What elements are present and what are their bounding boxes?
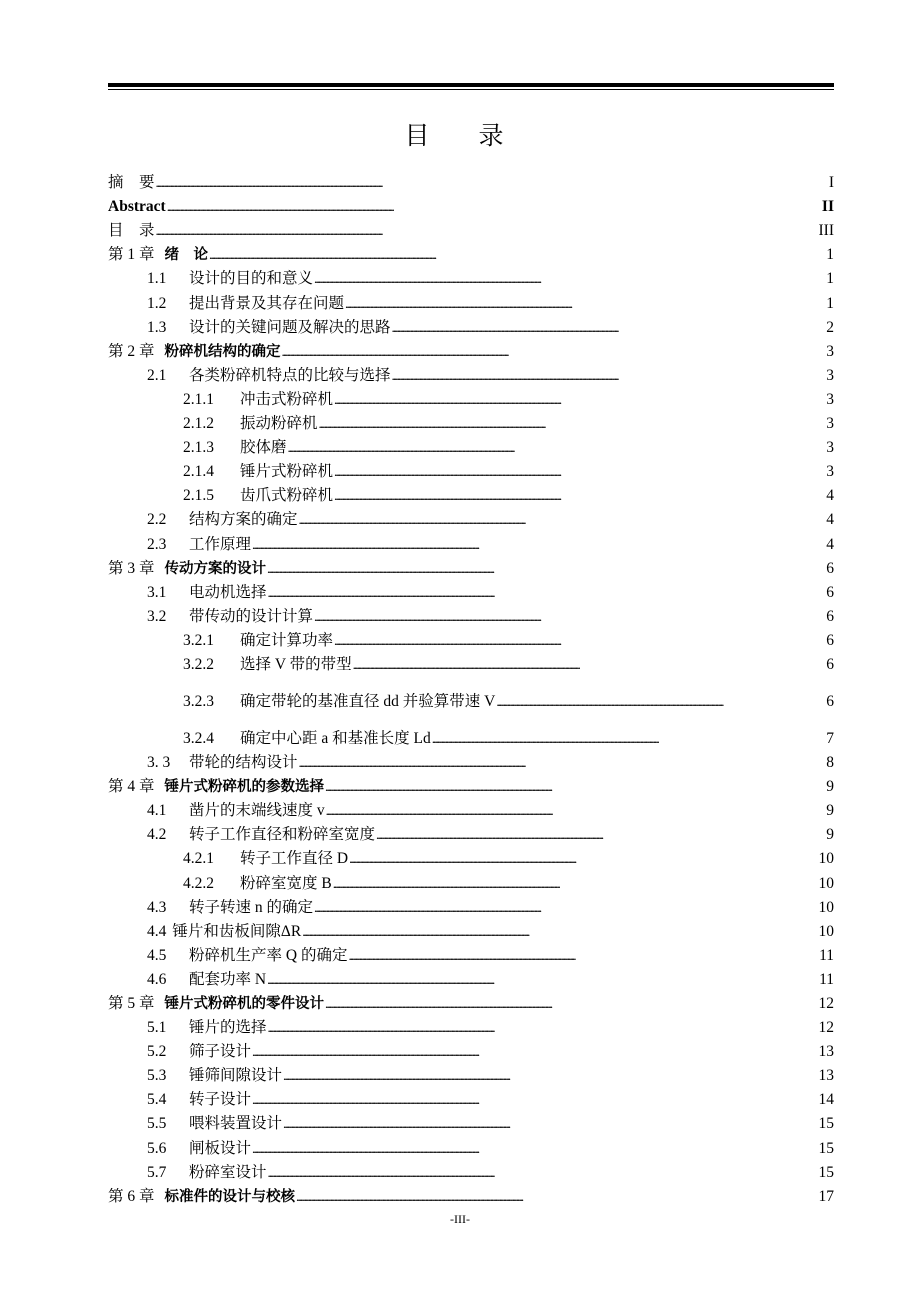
- toc-entry-number: 5.2: [147, 1043, 167, 1061]
- toc-entry[interactable]: [108, 216, 834, 240]
- toc-entry-title: 筛子设计: [189, 1043, 252, 1061]
- dot-leader: [283, 1067, 817, 1085]
- toc-entry-number: 3.2.4: [183, 729, 214, 747]
- dot-leader: [326, 802, 826, 820]
- toc-entry-page: 4: [826, 535, 834, 553]
- dot-leader: [334, 487, 825, 505]
- toc-entry-page: 9: [826, 778, 834, 796]
- toc-entry[interactable]: [108, 529, 834, 553]
- toc-entry-page: 14: [818, 1091, 834, 1109]
- toc-entry-number: 2.1: [147, 366, 167, 384]
- toc-entry-page: 3: [826, 342, 834, 360]
- toc-entry-number: 第 2 章: [108, 342, 155, 360]
- toc-entry[interactable]: [108, 748, 834, 772]
- toc-entry-title: 冲击式粉碎机: [240, 390, 334, 408]
- toc-entry[interactable]: [108, 941, 834, 965]
- toc-entry-title: 锤筛间隙设计: [189, 1067, 283, 1085]
- toc-entry-page: 12: [818, 995, 834, 1012]
- dot-leader: [348, 947, 818, 965]
- toc-entry[interactable]: [108, 917, 834, 941]
- toc-entry-page: 12: [818, 1019, 834, 1037]
- toc-entry-title: 电动机选择: [189, 583, 267, 601]
- toc-entry-number: 4.2: [147, 826, 167, 844]
- toc-entry-title: 各类粉碎机特点的比较与选择: [189, 366, 391, 384]
- toc-entry-title: 绪 论: [164, 247, 209, 264]
- toc-entry-page: 2: [826, 318, 834, 336]
- toc-entry-title: 转子设计: [189, 1091, 252, 1109]
- dot-leader: [252, 1140, 817, 1158]
- toc-entry-page: 17: [818, 1187, 834, 1205]
- dot-leader: [156, 222, 818, 240]
- toc-entry-title: 锤片式粉碎机: [240, 463, 334, 481]
- toc-entry-page: 13: [818, 1067, 834, 1085]
- toc-entry[interactable]: [108, 796, 834, 820]
- toc-entry[interactable]: [108, 288, 834, 312]
- toc-entry-page: 10: [818, 898, 834, 916]
- dot-leader: [252, 1043, 817, 1061]
- toc-entry-number: 4.3: [147, 898, 167, 916]
- toc-entry-number: 4.5: [147, 946, 167, 964]
- toc-entry-title: 传动方案的设计: [164, 560, 267, 577]
- toc-entry-title: 振动粉碎机: [240, 415, 318, 433]
- toc-entry-number: 1.1: [147, 270, 167, 288]
- toc-entry-number: 第 6 章: [108, 1187, 155, 1205]
- toc-entry-title: 选择 V 带的带型: [240, 655, 352, 673]
- toc-entry[interactable]: [108, 965, 834, 989]
- dot-leader: [296, 1188, 817, 1206]
- toc-entry-page: 4: [826, 511, 834, 529]
- toc-entry-page: 8: [826, 754, 834, 772]
- dot-leader: [288, 439, 826, 457]
- toc-entry[interactable]: [108, 385, 834, 409]
- toc-entry[interactable]: [108, 481, 834, 505]
- toc-entry[interactable]: [108, 337, 834, 361]
- toc-entry-number: 4.2.1: [183, 850, 214, 868]
- toc-entry[interactable]: [108, 1013, 834, 1037]
- dot-leader: [282, 343, 826, 361]
- dot-leader: [268, 1019, 818, 1037]
- dot-leader: [299, 754, 826, 772]
- dot-leader: [325, 995, 817, 1013]
- toc-entry[interactable]: [108, 505, 834, 529]
- dot-leader: [349, 850, 817, 868]
- toc-entry-title: 结构方案的确定: [189, 511, 298, 529]
- dot-leader: [268, 584, 826, 602]
- toc-entry-page: 3: [826, 366, 834, 384]
- toc-entry-number: 5.6: [147, 1139, 167, 1157]
- toc-entry[interactable]: [108, 1085, 834, 1109]
- dot-leader: [314, 899, 817, 917]
- dot-leader: [267, 971, 818, 989]
- dot-leader: [334, 391, 825, 409]
- toc-entry-page: 10: [818, 922, 834, 940]
- toc-entry-page: 11: [819, 946, 834, 964]
- dot-leader: [302, 923, 817, 941]
- toc-entry-page: 7: [826, 729, 834, 747]
- toc-entry[interactable]: [108, 554, 834, 578]
- toc-entry-page: 6: [826, 607, 834, 625]
- table-of-contents: [108, 168, 834, 1206]
- toc-entry-title: 配套功率 N: [189, 970, 267, 988]
- toc-entry-number: 3. 3: [147, 754, 171, 772]
- toc-entry[interactable]: [108, 1061, 834, 1085]
- toc-entry-title: 提出背景及其存在问题: [189, 294, 345, 312]
- toc-entry-number: 第 3 章: [108, 559, 155, 577]
- toc-entry-number: 第 5 章: [108, 995, 155, 1012]
- toc-entry[interactable]: [108, 893, 834, 917]
- toc-entry-page: III: [818, 222, 834, 240]
- toc-entry-title: 目 录: [108, 222, 155, 240]
- toc-entry[interactable]: [108, 1133, 834, 1157]
- toc-entry-number: 4.1: [147, 802, 167, 820]
- dot-leader: [299, 511, 826, 529]
- toc-entry-title: 凿片的末端线速度 v: [189, 802, 325, 820]
- toc-entry-page: 10: [818, 850, 834, 868]
- toc-entry-page: 9: [826, 802, 834, 820]
- toc-entry-page: II: [821, 198, 834, 216]
- toc-entry-title: 锤片式粉碎机的参数选择: [164, 779, 325, 796]
- toc-entry[interactable]: [108, 989, 834, 1013]
- toc-entry[interactable]: [108, 409, 834, 433]
- toc-entry-page: 6: [826, 583, 834, 601]
- dot-leader: [376, 826, 825, 844]
- dot-leader: [209, 246, 825, 264]
- dot-leader: [268, 1164, 818, 1182]
- toc-entry-number: 2.1.3: [183, 439, 214, 457]
- toc-entry-title: 粉碎室设计: [189, 1163, 267, 1181]
- dot-leader: [345, 295, 825, 313]
- toc-entry[interactable]: [108, 1037, 834, 1061]
- toc-entry-page: 15: [818, 1115, 834, 1133]
- toc-entry-title: 锤片的选择: [189, 1019, 267, 1037]
- dot-leader: [252, 536, 825, 554]
- dot-leader: [496, 693, 825, 711]
- toc-entry-page: 6: [826, 559, 834, 577]
- toc-entry-page: 6: [826, 631, 834, 649]
- toc-entry[interactable]: [108, 192, 834, 216]
- toc-entry-number: 4.6: [147, 970, 167, 988]
- toc-entry-number: 5.5: [147, 1115, 167, 1133]
- toc-entry-number: 4.4: [147, 922, 167, 940]
- toc-entry-page: 10: [818, 874, 834, 892]
- toc-entry-title: 转子工作直径 D: [240, 850, 349, 868]
- toc-entry-page: 3: [826, 415, 834, 433]
- toc-entry-page: 3: [826, 390, 834, 408]
- toc-entry-title: 工作原理: [189, 535, 252, 553]
- toc-entry-number: 2.1.1: [183, 390, 214, 408]
- header-rule-thin: [108, 89, 834, 90]
- toc-entry-title: 设计的目的和意义: [189, 270, 314, 288]
- toc-entry-number: 5.1: [147, 1019, 167, 1037]
- toc-entry-title: 锤片式粉碎机的零件设计: [164, 996, 325, 1012]
- toc-entry[interactable]: [108, 457, 834, 481]
- toc-entry[interactable]: [108, 772, 834, 796]
- toc-entry[interactable]: [108, 868, 834, 892]
- toc-entry-title: 确定带轮的基准直径 dd 并验算带速 V: [240, 692, 496, 710]
- toc-entry[interactable]: [108, 264, 834, 288]
- toc-entry-page: 1: [826, 246, 834, 264]
- dot-leader: [156, 174, 828, 192]
- dot-leader: [314, 608, 825, 626]
- toc-entry-number: 2.1.4: [183, 463, 214, 481]
- dot-leader: [392, 319, 826, 337]
- toc-entry-page: 1: [826, 294, 834, 312]
- toc-entry-number: 5.3: [147, 1067, 167, 1085]
- toc-entry-number: 3.2.2: [183, 655, 214, 673]
- toc-entry-page: I: [828, 174, 834, 192]
- dot-leader: [267, 560, 825, 578]
- toc-entry-title: 粉碎机生产率 Q 的确定: [189, 946, 348, 964]
- toc-entry-number: 2.2: [147, 511, 167, 529]
- toc-entry-number: 2.1.2: [183, 415, 214, 433]
- dot-leader: [392, 367, 826, 385]
- dot-leader: [252, 1091, 817, 1109]
- toc-entry-number: 第 1 章: [108, 246, 155, 264]
- toc-entry-number: 3.2.1: [183, 631, 214, 649]
- toc-entry-title: 确定中心距 a 和基准长度 Ld: [240, 729, 431, 747]
- toc-entry[interactable]: [108, 1158, 834, 1182]
- toc-entry[interactable]: [108, 578, 834, 602]
- toc-entry-page: 3: [826, 463, 834, 481]
- toc-entry-page: 3: [826, 439, 834, 457]
- toc-entry-title: 确定计算功率: [240, 631, 334, 649]
- toc-entry-number: 3.1: [147, 583, 167, 601]
- toc-entry-title: 喂料装置设计: [189, 1115, 283, 1133]
- toc-entry[interactable]: [108, 240, 834, 264]
- toc-entry-number: 2.1.5: [183, 487, 214, 505]
- toc-entry-number: 4.2.2: [183, 874, 214, 892]
- toc-entry-number: 5.4: [147, 1091, 167, 1109]
- page-title: 目 录: [404, 121, 516, 150]
- toc-entry-title: 摘 要: [108, 174, 155, 192]
- toc-entry-page: 9: [826, 826, 834, 844]
- toc-entry-page: 15: [818, 1163, 834, 1181]
- toc-entry-title: 闸板设计: [189, 1139, 252, 1157]
- toc-entry-page: 1: [826, 270, 834, 288]
- toc-entry[interactable]: [108, 168, 834, 192]
- toc-entry[interactable]: [108, 711, 834, 748]
- toc-entry-page: 4: [826, 487, 834, 505]
- toc-entry-page: 11: [819, 970, 834, 988]
- toc-entry[interactable]: [108, 844, 834, 868]
- toc-entry[interactable]: [108, 313, 834, 337]
- toc-entry-number: 3.2.3: [183, 692, 214, 710]
- dot-leader: [432, 730, 826, 748]
- dot-leader: [283, 1115, 817, 1133]
- toc-entry[interactable]: [108, 361, 834, 385]
- toc-entry-title: 带传动的设计计算: [189, 607, 314, 625]
- toc-entry-title: 转子转速 n 的确定: [189, 898, 314, 916]
- toc-entry[interactable]: [108, 1109, 834, 1133]
- dot-leader: [319, 415, 826, 433]
- dot-leader: [325, 778, 825, 796]
- toc-entry-title: 带轮的结构设计: [189, 754, 298, 772]
- toc-entry-number: 5.7: [147, 1163, 167, 1181]
- page-number-footer: -III-: [450, 1212, 470, 1226]
- toc-entry-title: 设计的关键问题及解决的思路: [189, 318, 391, 336]
- toc-entry[interactable]: [108, 674, 834, 711]
- toc-entry-title: 转子工作直径和粉碎室宽度: [189, 826, 376, 844]
- toc-entry-page: 15: [818, 1139, 834, 1157]
- toc-entry-number: 1.3: [147, 318, 167, 336]
- dot-leader: [314, 270, 825, 288]
- dot-leader: [334, 632, 825, 650]
- toc-entry[interactable]: [108, 650, 834, 674]
- toc-entry-number: 1.2: [147, 294, 167, 312]
- toc-entry[interactable]: [108, 820, 834, 844]
- dot-leader: [353, 656, 826, 674]
- dot-leader: [167, 198, 821, 216]
- header-rule-thick: [108, 83, 834, 87]
- dot-leader: [333, 875, 818, 893]
- toc-entry-title: 齿爪式粉碎机: [240, 487, 334, 505]
- toc-entry[interactable]: [108, 1182, 834, 1206]
- toc-entry-number: 第 4 章: [108, 778, 155, 796]
- toc-entry-page: 6: [826, 692, 834, 710]
- toc-entry-page: 6: [826, 655, 834, 673]
- toc-entry[interactable]: [108, 433, 834, 457]
- toc-entry-page: 13: [818, 1043, 834, 1061]
- toc-entry-title: 粉碎室宽度 B: [240, 874, 332, 892]
- toc-entry[interactable]: [108, 602, 834, 626]
- dot-leader: [334, 463, 825, 481]
- toc-entry-title: 锤片和齿板间隙ΔR: [172, 922, 302, 940]
- toc-entry-title: Abstract: [108, 198, 166, 216]
- toc-entry[interactable]: [108, 626, 834, 650]
- toc-entry-title: 胶体磨: [240, 439, 287, 457]
- toc-entry-number: 2.3: [147, 535, 167, 553]
- toc-entry-title: 粉碎机结构的确定: [164, 343, 281, 360]
- toc-entry-number: 3.2: [147, 607, 167, 625]
- toc-entry-title: 标准件的设计与校核: [164, 1188, 296, 1205]
